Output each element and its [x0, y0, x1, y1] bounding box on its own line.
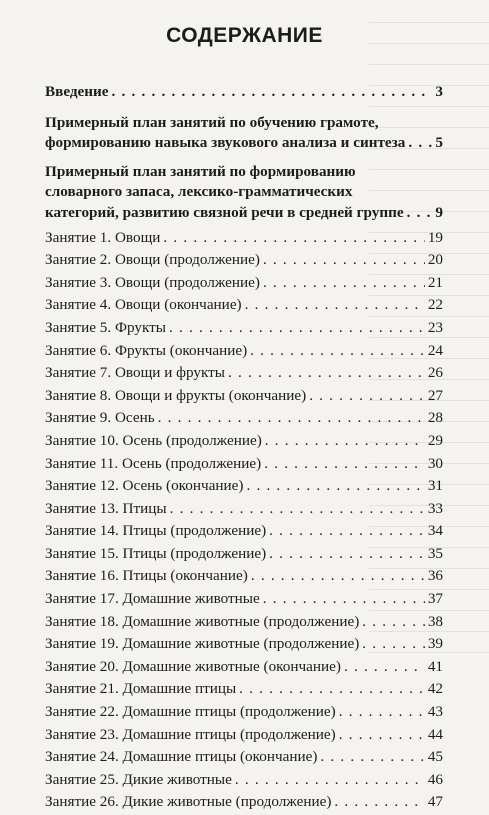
dot-leader	[265, 431, 425, 452]
toc-entry-text: Занятие 14. Птицы (продолжение)	[45, 522, 267, 540]
toc-page-number: 43	[427, 703, 443, 721]
toc-entry-lesson[interactable]	[45, 431, 443, 454]
toc-entry-line: Примерный план занятий по формированию	[45, 162, 356, 180]
toc-entry-lesson[interactable]	[45, 725, 443, 748]
toc-entry-lesson[interactable]	[45, 679, 443, 702]
dot-leader	[239, 679, 425, 700]
dot-leader	[169, 318, 425, 339]
toc-page-number: 24	[427, 341, 443, 359]
toc-entry-lesson[interactable]	[45, 273, 443, 296]
toc-entry-text: Занятие 10. Осень (продолжение)	[45, 431, 262, 449]
toc-entry-lesson[interactable]	[45, 702, 443, 725]
toc-page-number: 41	[427, 657, 443, 675]
toc-entry-text: Занятие 21. Домашние птицы	[45, 680, 237, 698]
toc-entry-text: Занятие 11. Осень (продолжение)	[45, 454, 262, 472]
toc-entry-text: Занятие 23. Домашние птицы (продолжение)	[45, 725, 336, 743]
dot-leader	[269, 544, 425, 565]
toc-page-number: 39	[427, 635, 443, 653]
toc-entry-text: Занятие 26. Дикие животные (продолжение)	[45, 793, 332, 811]
toc-entry-text: Занятие 25. Дикие животные	[45, 770, 232, 788]
toc-entry-text: Занятие 15. Птицы (продолжение)	[45, 544, 267, 562]
toc-page-number: 35	[427, 544, 443, 562]
toc-entry-lesson[interactable]	[45, 544, 443, 567]
toc-entry-text: Занятие 17. Домашние животные	[45, 590, 260, 608]
toc-entry-lesson[interactable]	[45, 228, 443, 251]
toc-page-number: 23	[427, 318, 443, 336]
toc-entry-text: Занятие 12. Осень (окончание)	[45, 477, 244, 495]
toc-entry-text: Занятие 4. Овощи (окончание)	[45, 296, 242, 314]
toc-entry-text: Занятие 16. Птицы (окончание)	[45, 567, 248, 585]
toc-entry-intro[interactable]	[45, 82, 443, 105]
toc-entry-lesson[interactable]	[45, 295, 443, 318]
toc-entry-lesson[interactable]	[45, 318, 443, 341]
toc-entry-lesson[interactable]	[45, 634, 443, 657]
toc-entry-text: Занятие 9. Осень	[45, 409, 155, 427]
toc-entry-lesson[interactable]	[45, 363, 443, 386]
toc-entry-section-vocabulary[interactable]	[45, 162, 443, 224]
toc-entry-text: Занятие 8. Овощи и фрукты (окончание)	[45, 386, 307, 404]
toc-entry-text: Занятие 6. Фрукты (окончание)	[45, 341, 248, 359]
toc-entry-lesson[interactable]	[45, 589, 443, 612]
toc-page-number: 5	[435, 134, 443, 152]
dot-leader	[228, 363, 425, 384]
toc-page-number: 26	[427, 364, 443, 382]
lesson-list	[45, 228, 443, 815]
dot-leader	[269, 521, 425, 542]
toc-page-number: 21	[427, 273, 443, 291]
toc-entry-text: Занятие 7. Овощи и фрукты	[45, 364, 225, 382]
toc-page-number: 34	[427, 522, 443, 540]
toc-entry-text: формированию навыка звукового анализа и синтеза	[45, 134, 406, 152]
dot-leader	[263, 250, 425, 271]
dot-leader	[251, 566, 425, 587]
toc-entry-text: Занятие 20. Домашние животные (окончание)	[45, 657, 341, 675]
toc-entry-text: Занятие 3. Овощи (продолжение)	[45, 273, 260, 291]
toc-page-number: 27	[427, 386, 443, 404]
dot-leader	[408, 133, 432, 154]
toc-entry-lesson[interactable]	[45, 612, 443, 635]
toc-entry-text: Занятие 13. Птицы	[45, 499, 167, 517]
toc-entry-lesson[interactable]	[45, 657, 443, 680]
toc-entry-lesson[interactable]	[45, 454, 443, 477]
toc-entry-lesson[interactable]	[45, 499, 443, 522]
toc-entry-text: Занятие 2. Овощи (продолжение)	[45, 251, 260, 269]
toc-page-number: 22	[427, 296, 443, 314]
toc-page-number: 47	[427, 793, 443, 811]
toc-entry-text: Введение	[45, 83, 109, 100]
dot-leader	[170, 499, 425, 520]
toc-entry-text: Занятие 1. Овощи	[45, 228, 161, 246]
dot-leader	[250, 341, 425, 362]
dot-leader	[362, 612, 425, 633]
toc-entry-line: словарного запаса, лексико-грамматических	[45, 183, 353, 201]
dot-leader	[362, 634, 425, 655]
toc-page-number: 29	[427, 431, 443, 449]
toc-page-number: 9	[435, 203, 443, 221]
dot-leader	[334, 792, 424, 813]
toc-page-number: 19	[427, 228, 443, 246]
dot-leader	[163, 228, 424, 249]
dot-leader	[158, 408, 425, 429]
toc-entry-lesson[interactable]	[45, 792, 443, 815]
toc-entry-lesson[interactable]	[45, 408, 443, 431]
dot-leader	[264, 454, 425, 475]
dot-leader	[112, 82, 433, 103]
dot-leader	[309, 386, 425, 407]
toc-page-number: 45	[427, 748, 443, 766]
toc-entry-lesson[interactable]	[45, 770, 443, 793]
toc-entry-text: Занятие 19. Домашние животные (продолжение)	[45, 635, 360, 653]
toc-entry-section-literacy[interactable]	[45, 113, 443, 154]
toc-page-number: 20	[427, 251, 443, 269]
toc-entry-text: Занятие 18. Домашние животные (продолжение)	[45, 612, 360, 630]
toc-page-number: 3	[435, 83, 443, 100]
toc-page-number: 38	[427, 612, 443, 630]
toc-entry-lesson[interactable]	[45, 521, 443, 544]
toc-page-number: 31	[427, 477, 443, 495]
toc-entry-lesson[interactable]	[45, 476, 443, 499]
dot-leader	[320, 747, 424, 768]
toc-page-number: 33	[427, 499, 443, 517]
toc-entry-lesson[interactable]	[45, 250, 443, 273]
toc-entry-lesson[interactable]	[45, 747, 443, 770]
dot-leader	[344, 657, 425, 678]
toc-page-number: 36	[427, 567, 443, 585]
dot-leader	[339, 725, 425, 746]
dot-leader	[339, 702, 425, 723]
dot-leader	[245, 295, 425, 316]
table-of-contents	[45, 82, 443, 815]
toc-page-number: 28	[427, 409, 443, 427]
page-title: СОДЕРЖАНИЕ	[166, 24, 323, 47]
toc-page-number: 30	[427, 454, 443, 472]
toc-page-number: 44	[427, 725, 443, 743]
toc-page-number: 37	[427, 590, 443, 608]
toc-entry-line: Примерный план занятий по обучению грамоте,	[45, 113, 379, 131]
toc-entry-text: категорий, развитию связной речи в средней группе	[45, 203, 404, 221]
toc-entry-lesson[interactable]	[45, 341, 443, 364]
toc-entry-text: Занятие 5. Фрукты	[45, 318, 166, 336]
dot-leader	[407, 203, 433, 224]
toc-page-number: 42	[427, 680, 443, 698]
dot-leader	[235, 770, 425, 791]
dot-leader	[246, 476, 424, 497]
dot-leader	[263, 273, 425, 294]
toc-entry-lesson[interactable]	[45, 386, 443, 409]
dot-leader	[263, 589, 425, 610]
toc-entry-text: Занятие 24. Домашние птицы (окончание)	[45, 748, 318, 766]
toc-page-number: 46	[427, 770, 443, 788]
toc-entry-text: Занятие 22. Домашние птицы (продолжение)	[45, 703, 336, 721]
toc-entry-lesson[interactable]	[45, 566, 443, 589]
